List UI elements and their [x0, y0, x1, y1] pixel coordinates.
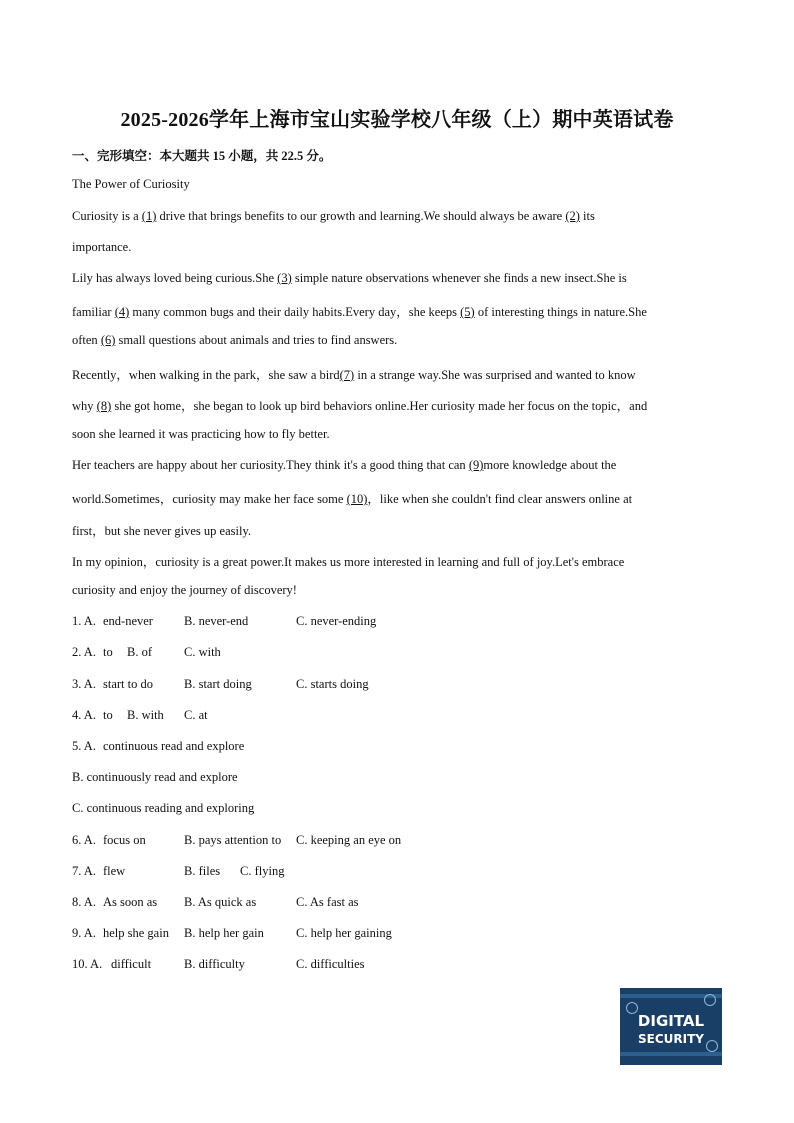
passage-line — [72, 240, 131, 255]
option-b: B. with — [127, 708, 164, 722]
passage-text: first，but she never gives up easily. — [72, 524, 252, 538]
question-number: 9. A. — [72, 926, 96, 940]
passage-text: importance. — [72, 240, 132, 254]
option-a: to — [103, 645, 113, 659]
option-c: C. with — [184, 645, 221, 659]
option-c: C. at — [184, 708, 208, 722]
passage-text: often — [72, 333, 101, 347]
option-b: B. start doing — [184, 677, 252, 691]
passage-text: ，like when she couldn't find clear answers online at — [367, 492, 633, 506]
passage-text: more knowledge about the — [483, 458, 617, 472]
passage-text: drive that brings benefits to our growth and learning.We should always be aware — [156, 209, 566, 223]
passage-line — [72, 427, 330, 442]
option-b: B. of — [127, 645, 152, 659]
passage-text: Lily has always loved being curious.She — [72, 271, 278, 285]
question-number: 4. A. — [72, 708, 96, 722]
question-number: 5. A. — [72, 739, 96, 753]
option-b: B. As quick as — [184, 895, 257, 909]
passage-line — [72, 271, 627, 286]
option-a: help she gain — [103, 926, 169, 940]
passage-line — [72, 458, 616, 473]
question-number: 2. A. — [72, 645, 96, 659]
passage-text: its — [579, 209, 595, 223]
blank-marker: (4) — [114, 305, 130, 319]
option-a: end-never — [103, 614, 153, 628]
passage-text: she got home，she began to look up bird behaviors online.Her curiosity made her focus on the topic，and — [111, 399, 648, 413]
blank-marker: (7) — [339, 368, 355, 382]
passage-line — [72, 302, 647, 320]
option-c: C. starts doing — [296, 677, 369, 691]
passage-line — [72, 489, 632, 507]
option-b: B. never-end — [184, 614, 249, 628]
passage-line — [72, 365, 636, 383]
passage-text: familiar — [72, 305, 115, 319]
passage-text: Recently，when walking in the park，she saw a bird — [72, 368, 340, 382]
passage-text: soon she learned it was practicing how to fly better. — [72, 427, 330, 441]
option-c: C. difficulties — [296, 957, 365, 971]
logo-line-1: DIGITAL — [637, 1012, 705, 1030]
option-c: C. flying — [240, 864, 285, 878]
option-a: difficult — [111, 957, 152, 971]
question-number: 6. A. — [72, 833, 96, 847]
option-b: B. help her gain — [184, 926, 264, 940]
option-a: focus on — [103, 833, 146, 847]
passage-text: Curiosity is a — [72, 209, 142, 223]
passage-text: simple nature observations whenever she finds a new insect.She is — [291, 271, 627, 285]
blank-marker: (10) — [346, 492, 368, 506]
blank-marker: (1) — [141, 209, 157, 223]
passage-text: why — [72, 399, 97, 413]
passage-line — [72, 209, 595, 224]
option-a: start to do — [103, 677, 153, 691]
passage-text: In my opinion，curiosity is a great power.It makes us more interested in learning and full of joy.Let's embrace — [72, 555, 625, 569]
page-title: 2025-2026学年上海市宝山实验学校八年级（上）期中英语试卷 — [120, 109, 674, 131]
option-b: B. difficulty — [184, 957, 245, 971]
passage-text: many common bugs and their daily habits.Every day，she keeps — [129, 305, 461, 319]
passage-line — [72, 333, 397, 348]
option-a: to — [103, 708, 113, 722]
passage-text: of interesting things in nature.She — [474, 305, 647, 319]
passage-line — [72, 583, 297, 598]
option-c: C. continuous reading and exploring — [72, 801, 255, 815]
option-c: C. never-ending — [296, 614, 377, 628]
passage-text: curiosity and enjoy the journey of discovery! — [72, 583, 297, 597]
option-c: C. keeping an eye on — [296, 833, 402, 847]
option-b: B. pays attention to — [184, 833, 282, 847]
blank-marker: (6) — [100, 333, 116, 347]
blank-marker: (5) — [460, 305, 475, 319]
option-a: continuous read and explore — [103, 739, 245, 753]
passage-line — [72, 521, 251, 539]
option-c: C. help her gaining — [296, 926, 392, 940]
option-a: flew — [103, 864, 126, 878]
passage-line — [72, 396, 647, 414]
question-number: 1. A. — [72, 614, 96, 628]
passage-line — [72, 552, 624, 570]
passage-text: The Power of Curiosity — [72, 177, 190, 191]
passage-line — [72, 177, 190, 192]
logo-line-2: SECURITY — [638, 1032, 704, 1046]
option-b: B. continuously read and explore — [72, 770, 238, 784]
blank-marker: (2) — [565, 209, 580, 223]
digital-security-logo — [620, 988, 722, 1065]
question-number: 3. A. — [72, 677, 96, 691]
option-a: As soon as — [103, 895, 158, 909]
passage-text: world.Sometimes，curiosity may make her face some — [72, 492, 347, 506]
passage-text: in a strange way.She was surprised and wanted to know — [354, 368, 636, 382]
section-heading: 一、完形填空：本大题共 15 小题，共 22.5 分。 — [72, 149, 332, 163]
option-b: B. files — [184, 864, 221, 878]
question-number: 7. A. — [72, 864, 96, 878]
blank-marker: (9) — [468, 458, 484, 472]
blank-marker: (3) — [277, 271, 292, 285]
blank-marker: (8) — [96, 399, 112, 413]
question-number: 10. A. — [72, 957, 103, 971]
passage-text: small questions about animals and tries to find answers. — [115, 333, 398, 347]
question-number: 8. A. — [72, 895, 96, 909]
passage-text: Her teachers are happy about her curiosity.They think it's a good thing that can — [72, 458, 469, 472]
option-c: C. As fast as — [296, 895, 359, 909]
